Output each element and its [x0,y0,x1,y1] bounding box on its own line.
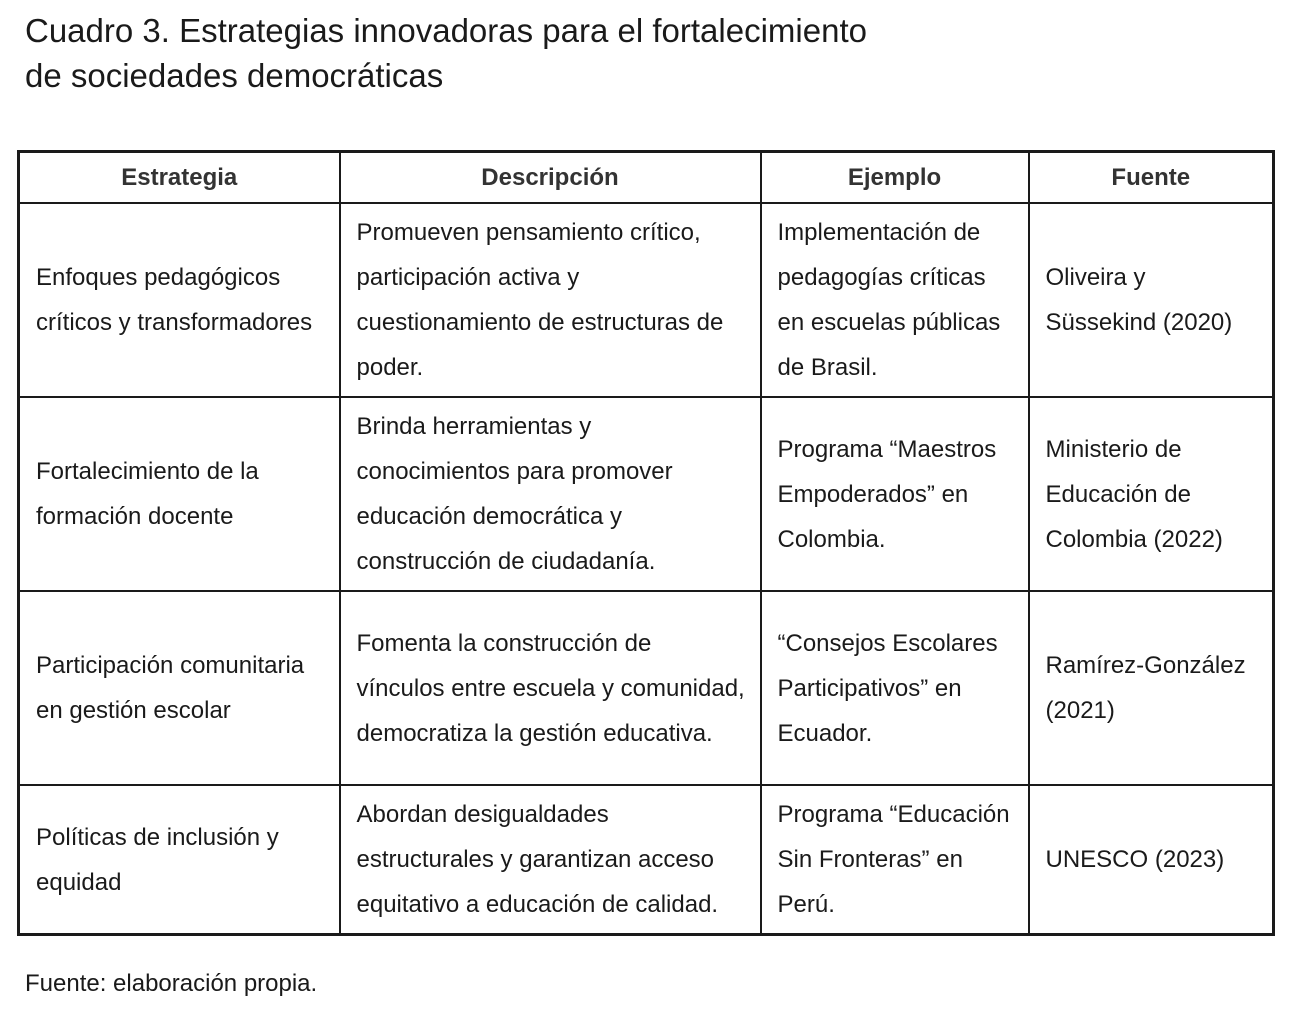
cell-ejemplo: Programa “Educación Sin Fronteras” en Perú. [761,785,1029,935]
cell-estrategia: Fortalecimiento de la formación docente [19,397,340,591]
cell-descripcion: Abordan desigualdades estructurales y garantizan acceso equitativo a educación de calidad. [340,785,761,935]
cell-fuente: Ramírez-González (2021) [1029,591,1274,785]
table-row [19,785,1274,935]
table-row [19,203,1274,397]
table-header-row [19,152,1274,204]
caption-line-2: de sociedades democráticas [25,57,444,94]
header-estrategia: Estrategia [19,152,340,204]
cell-descripcion: Promueven pensamiento crítico, participación activa y cuestionamiento de estructuras de poder. [340,203,761,397]
cell-estrategia: Participación comunitaria en gestión escolar [19,591,340,785]
cell-descripcion: Fomenta la construcción de vínculos entre escuela y comunidad, democratiza la gestión educativa. [340,591,761,785]
cell-fuente: Oliveira y Süssekind (2020) [1029,203,1274,397]
table-caption [25,8,1025,98]
cell-estrategia: Políticas de inclusión y equidad [19,785,340,935]
strategies-table [17,150,1275,936]
cell-fuente: Ministerio de Educación de Colombia (2022) [1029,397,1274,591]
header-ejemplo: Ejemplo [761,152,1029,204]
cell-estrategia: Enfoques pedagógicos críticos y transformadores [19,203,340,397]
table-row [19,397,1274,591]
cell-descripcion: Brinda herramientas y conocimientos para promover educación democrática y construcción de ciudadanía. [340,397,761,591]
cell-ejemplo: Programa “Maestros Empoderados” en Colombia. [761,397,1029,591]
header-descripcion: Descripción [340,152,761,204]
source-note: Fuente: elaboración propia. [25,970,318,997]
cell-ejemplo: “Consejos Escolares Participativos” en Ecuador. [761,591,1029,785]
cell-fuente: UNESCO (2023) [1029,785,1274,935]
header-fuente: Fuente [1029,152,1274,204]
table-row [19,591,1274,785]
cell-ejemplo: Implementación de pedagogías críticas en escuelas públicas de Brasil. [761,203,1029,397]
caption-line-1: Cuadro 3. Estrategias innovadoras para el fortalecimiento [25,12,867,49]
